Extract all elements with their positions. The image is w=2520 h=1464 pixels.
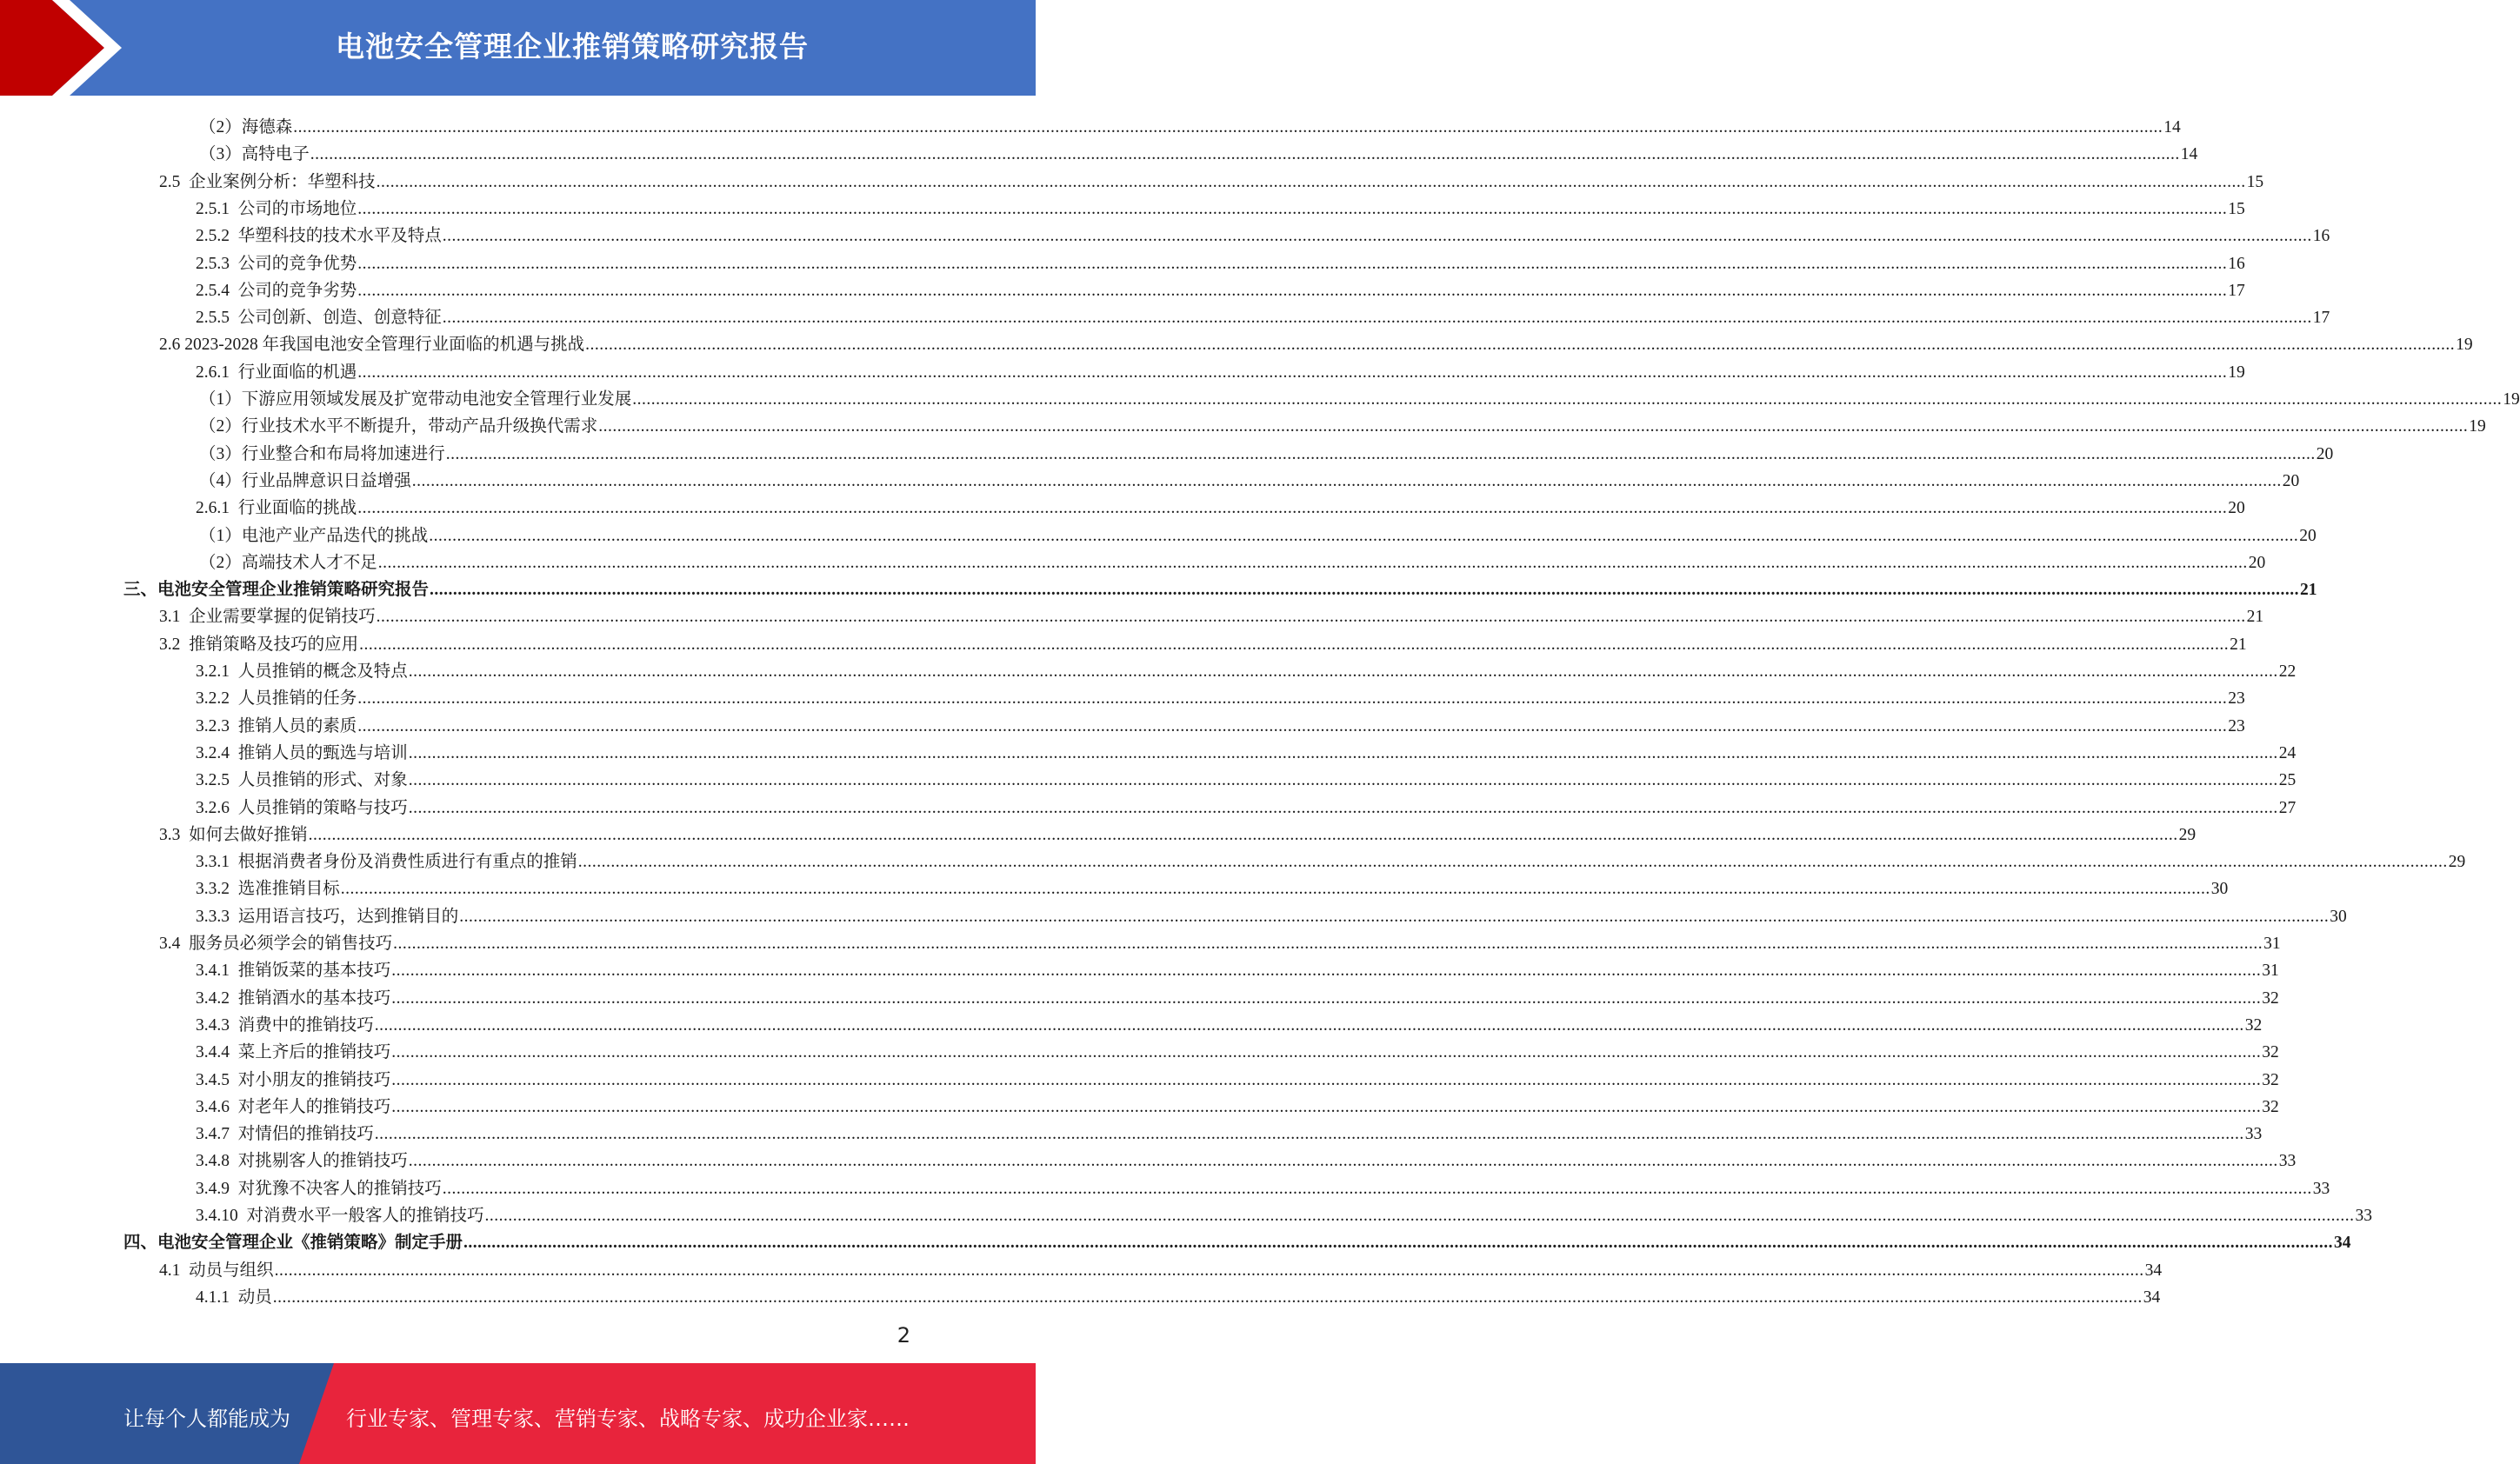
toc-dot-leader: ................................................................................................................................................................................................................................................................................................................................................................................................................: [391, 988, 2262, 1008]
toc-entry-title: 3.4.2 推销酒水的基本技巧: [196, 988, 391, 1008]
toc-entry[interactable]: [196, 1064, 2279, 1091]
toc-entry[interactable]: [123, 1227, 2351, 1254]
toc-dot-leader: ................................................................................................................................................................................................................................................................................................................................................................................................................: [357, 281, 2228, 300]
toc-entry-page: 19: [2228, 363, 2245, 382]
toc-entry-title: 3.2.3 推销人员的素质: [196, 716, 357, 735]
toc-dot-leader: ................................................................................................................................................................................................................................................................................................................................................................................................................: [585, 336, 2456, 355]
toc-entry[interactable]: [199, 383, 2520, 410]
header-arrow-decoration: [0, 0, 139, 96]
toc-entry-title: 3.4.3 消费中的推销技巧: [196, 1015, 374, 1035]
toc-entry[interactable]: [159, 819, 2197, 846]
toc-entry[interactable]: [196, 764, 2297, 791]
toc-entry-page: 32: [2262, 1043, 2279, 1062]
toc-entry[interactable]: [123, 574, 2317, 601]
toc-entry-page: 22: [2278, 662, 2297, 681]
toc-dot-leader: ................................................................................................................................................................................................................................................................................................................................................................................................................: [377, 553, 2248, 572]
toc-entry[interactable]: [196, 901, 2347, 928]
toc-entry-page: 21: [2230, 635, 2247, 654]
toc-entry[interactable]: [196, 1118, 2263, 1145]
toc-entry[interactable]: [196, 1091, 2279, 1118]
toc-entry[interactable]: [196, 248, 2245, 275]
toc-entry[interactable]: [196, 1009, 2263, 1036]
toc-dot-leader: ................................................................................................................................................................................................................................................................................................................................................................................................................: [598, 417, 2469, 436]
toc-entry[interactable]: [196, 1281, 2161, 1308]
toc-entry[interactable]: [196, 682, 2245, 709]
toc-entry-page: 32: [2262, 1070, 2279, 1089]
toc-dot-leader: ................................................................................................................................................................................................................................................................................................................................................................................................................: [393, 935, 2263, 953]
toc-entry[interactable]: [199, 111, 2181, 138]
toc-entry-page: 34: [2144, 1261, 2163, 1280]
header-title: 电池安全管理企业推销策略研究报告: [336, 30, 809, 63]
toc-dot-leader: ................................................................................................................................................................................................................................................................................................................................................................................................................: [442, 309, 2312, 328]
toc-entry-page: 33: [2355, 1207, 2373, 1225]
toc-entry-title: 2.5.3 公司的竞争优势: [196, 254, 357, 273]
toc-dot-leader: ................................................................................................................................................................................................................................................................................................................................................................................................................: [442, 1179, 2312, 1198]
toc-entry-page: 19: [2469, 417, 2486, 436]
toc-entry[interactable]: [196, 1145, 2297, 1172]
toc-entry[interactable]: [196, 356, 2245, 383]
toc-entry-page: 19: [2503, 390, 2520, 409]
toc-entry-page: 15: [2246, 172, 2264, 191]
toc-entry-title: 2.6.1 行业面临的挑战: [196, 499, 357, 518]
toc-entry-page: 23: [2228, 689, 2245, 709]
toc-entry-title: 四、电池安全管理企业《推销策略》制定手册: [123, 1234, 463, 1253]
toc-entry[interactable]: [196, 710, 2245, 737]
toc-entry-page: 31: [2262, 962, 2279, 981]
toc-entry-page: 21: [2300, 581, 2317, 600]
toc-dot-leader: ................................................................................................................................................................................................................................................................................................................................................................................................................: [463, 1234, 2334, 1253]
toc-entry-title: 3.4.7 对情侣的推销技巧: [196, 1125, 374, 1144]
toc-entry-title: 3.2 推销策略及技巧的应用: [159, 635, 359, 654]
toc-entry[interactable]: [199, 520, 2317, 547]
toc-entry[interactable]: [196, 275, 2245, 302]
toc-dot-leader: ................................................................................................................................................................................................................................................................................................................................................................................................................: [391, 1043, 2262, 1062]
toc-entry-title: 4.1.1 动员: [196, 1288, 272, 1307]
toc-dot-leader: ................................................................................................................................................................................................................................................................................................................................................................................................................: [359, 635, 2230, 654]
toc-dot-leader: ................................................................................................................................................................................................................................................................................................................................................................................................................: [408, 662, 2278, 681]
toc-dot-leader: ................................................................................................................................................................................................................................................................................................................................................................................................................: [411, 471, 2282, 490]
toc-entry[interactable]: [196, 873, 2229, 900]
toc-dot-leader: ................................................................................................................................................................................................................................................................................................................................................................................................................: [430, 581, 2300, 600]
toc-entry[interactable]: [196, 655, 2297, 682]
toc-dot-leader: ................................................................................................................................................................................................................................................................................................................................................................................................................: [391, 962, 2262, 981]
toc-entry-title: 3.4.5 对小朋友的推销技巧: [196, 1070, 391, 1089]
toc-dot-leader: ................................................................................................................................................................................................................................................................................................................................................................................................................: [357, 716, 2228, 735]
toc-entry-page: 14: [2163, 118, 2181, 136]
toc-entry[interactable]: [196, 737, 2297, 764]
toc-entry-page: 32: [2262, 1097, 2279, 1116]
toc-entry-title: 4.1 动员与组织: [159, 1261, 274, 1280]
toc-entry[interactable]: [196, 1200, 2373, 1227]
toc-entry-page: 29: [2448, 853, 2466, 872]
footer-slogan-left: 让每个人都能成为: [123, 1407, 290, 1431]
toc-entry-title: 3.3.2 选准推销目标: [196, 880, 340, 899]
toc-entry-page: 19: [2456, 336, 2473, 355]
toc-entry-title: 2.6 2023-2028 年我国电池安全管理行业面临的机遇与挑战: [159, 336, 585, 355]
page-header: [0, 0, 1036, 96]
toc-entry-page: 24: [2278, 743, 2297, 762]
toc-entry[interactable]: [196, 982, 2279, 1009]
toc-entry-title: 2.6.1 行业面临的机遇: [196, 363, 357, 382]
toc-entry-title: 3.2.5 人员推销的形式、对象: [196, 771, 408, 790]
toc-entry-title: 3.2.2 人员推销的任务: [196, 689, 357, 709]
toc-dot-leader: ................................................................................................................................................................................................................................................................................................................................................................................................................: [357, 254, 2228, 273]
toc-entry-page: 32: [2244, 1015, 2263, 1035]
toc-entry-title: 三、电池安全管理企业推销策略研究报告: [123, 581, 430, 600]
toc-dot-leader: ................................................................................................................................................................................................................................................................................................................................................................................................................: [484, 1207, 2355, 1225]
toc-entry[interactable]: [196, 955, 2279, 982]
toc-entry-title: （2）高端技术人才不足: [199, 553, 377, 572]
toc-entry-title: 3.4.4 菜上齐后的推销技巧: [196, 1043, 391, 1062]
toc-entry-page: 20: [2299, 526, 2317, 545]
toc-entry-page: 15: [2228, 199, 2245, 218]
toc-entry[interactable]: [199, 547, 2266, 574]
toc-entry-title: 3.3 如何去做好推销: [159, 825, 308, 844]
toc-entry-page: 20: [2282, 471, 2300, 490]
toc-entry-page: 33: [2312, 1179, 2330, 1198]
toc-dot-leader: ................................................................................................................................................................................................................................................................................................................................................................................................................: [408, 1152, 2278, 1171]
toc-dot-leader: ................................................................................................................................................................................................................................................................................................................................................................................................................: [408, 743, 2278, 762]
toc-dot-leader: ................................................................................................................................................................................................................................................................................................................................................................................................................: [408, 798, 2278, 817]
toc-entry[interactable]: [196, 792, 2297, 819]
toc-entry-title: 2.5 企业案例分析：华塑科技: [159, 172, 376, 191]
toc-entry-title: 2.5.4 公司的竞争劣势: [196, 281, 357, 300]
toc-entry-page: 33: [2278, 1152, 2297, 1171]
toc-entry[interactable]: [159, 166, 2264, 193]
toc-dot-leader: ................................................................................................................................................................................................................................................................................................................................................................................................................: [374, 1015, 2244, 1035]
toc-entry[interactable]: [199, 465, 2300, 492]
footer-slogan-right: 行业专家、管理专家、营销专家、战略专家、成功企业家……: [346, 1407, 910, 1431]
toc-entry[interactable]: [196, 1036, 2279, 1063]
toc-entry-page: 23: [2228, 716, 2245, 735]
toc-entry-page: 30: [2330, 907, 2347, 926]
toc-entry-page: 20: [2316, 444, 2334, 463]
toc-entry[interactable]: [196, 492, 2245, 519]
toc-entry[interactable]: [196, 220, 2330, 247]
toc-entry[interactable]: [159, 629, 2247, 655]
toc-entry-title: 3.1 企业需要掌握的促销技巧: [159, 608, 376, 627]
toc-dot-leader: ................................................................................................................................................................................................................................................................................................................................................................................................................: [357, 689, 2228, 709]
toc-entry-page: 29: [2178, 825, 2197, 844]
toc-entry-title: 3.4.9 对犹豫不决客人的推销技巧: [196, 1179, 442, 1198]
toc-entry-page: 16: [2228, 254, 2245, 273]
toc-entry[interactable]: [159, 928, 2281, 955]
toc-entry-page: 27: [2278, 798, 2297, 817]
toc-entry[interactable]: [196, 1173, 2330, 1200]
toc-entry[interactable]: [159, 1254, 2163, 1281]
toc-entry-page: 16: [2312, 227, 2330, 246]
toc-dot-leader: ................................................................................................................................................................................................................................................................................................................................................................................................................: [376, 172, 2246, 191]
toc-entry[interactable]: [196, 846, 2466, 873]
toc-dot-leader: ................................................................................................................................................................................................................................................................................................................................................................................................................: [442, 227, 2312, 246]
toc-entry[interactable]: [159, 329, 2473, 356]
toc-entry[interactable]: [199, 138, 2198, 165]
toc-entry-title: （1）电池产业产品迭代的挑战: [199, 526, 429, 545]
toc-entry-page: 14: [2180, 145, 2198, 164]
toc-entry-title: 3.4.1 推销饭菜的基本技巧: [196, 962, 391, 981]
toc-entry-page: 20: [2248, 553, 2266, 572]
toc-dot-leader: ................................................................................................................................................................................................................................................................................................................................................................................................................: [357, 199, 2228, 218]
toc-entry-title: 3.4.8 对挑剔客人的推销技巧: [196, 1152, 408, 1171]
toc-entry-page: 17: [2312, 309, 2330, 328]
toc-dot-leader: ................................................................................................................................................................................................................................................................................................................................................................................................................: [310, 145, 2180, 164]
toc-entry-page: 20: [2228, 499, 2245, 518]
toc-entry-page: 34: [2334, 1234, 2351, 1253]
toc-entry-page: 25: [2278, 771, 2297, 790]
toc-entry-page: 17: [2228, 281, 2245, 300]
toc-dot-leader: ................................................................................................................................................................................................................................................................................................................................................................................................................: [340, 880, 2210, 899]
toc-entry-title: 3.3.3 运用语言技巧，达到推销目的: [196, 907, 459, 926]
toc-entry[interactable]: [196, 302, 2330, 329]
toc-dot-leader: ................................................................................................................................................................................................................................................................................................................................................................................................................: [376, 608, 2246, 627]
toc-dot-leader: ................................................................................................................................................................................................................................................................................................................................................................................................................: [357, 363, 2228, 382]
toc-entry-title: 3.3.1 根据消费者身份及消费性质进行有重点的推销: [196, 853, 577, 872]
toc-dot-leader: ................................................................................................................................................................................................................................................................................................................................................................................................................: [445, 444, 2316, 463]
toc-entry-title: 2.5.2 华塑科技的技术水平及特点: [196, 227, 442, 246]
toc-dot-leader: ................................................................................................................................................................................................................................................................................................................................................................................................................: [408, 771, 2278, 790]
toc-dot-leader: ................................................................................................................................................................................................................................................................................................................................................................................................................: [459, 907, 2330, 926]
toc-dot-leader: ................................................................................................................................................................................................................................................................................................................................................................................................................: [632, 390, 2503, 409]
toc-entry-title: 3.2.6 人员推销的策略与技巧: [196, 798, 408, 817]
toc-entry[interactable]: [159, 601, 2264, 628]
toc-entry-title: （4）行业品牌意识日益增强: [199, 471, 411, 490]
toc-dot-leader: ................................................................................................................................................................................................................................................................................................................................................................................................................: [272, 1288, 2143, 1307]
toc-dot-leader: ................................................................................................................................................................................................................................................................................................................................................................................................................: [391, 1097, 2262, 1116]
toc-entry-title: 3.4.10 对消费水平一般客人的推销技巧: [196, 1207, 484, 1225]
toc-dot-leader: ................................................................................................................................................................................................................................................................................................................................................................................................................: [577, 853, 2448, 872]
toc-entry-title: （3）行业整合和布局将加速进行: [199, 444, 445, 463]
toc-dot-leader: ................................................................................................................................................................................................................................................................................................................................................................................................................: [274, 1261, 2144, 1280]
toc-entry-page: 31: [2263, 935, 2281, 953]
toc-entry-title: 3.4.6 对老年人的推销技巧: [196, 1097, 391, 1116]
toc-dot-leader: ................................................................................................................................................................................................................................................................................................................................................................................................................: [308, 825, 2178, 844]
toc-entry-page: 30: [2210, 880, 2229, 899]
toc-entry-title: 3.2.4 推销人员的甄选与培训: [196, 743, 408, 762]
toc-entry-title: 3.2.1 人员推销的概念及特点: [196, 662, 408, 681]
page-footer: [0, 1363, 1036, 1464]
toc-entry-title: 3.4 服务员必须学会的销售技巧: [159, 935, 393, 953]
toc-entry-title: 2.5.5 公司创新、创造、创意特征: [196, 309, 442, 328]
toc-entry-title: （3）高特电子: [199, 145, 310, 164]
toc-entry-title: 2.5.1 公司的市场地位: [196, 199, 357, 218]
toc-entry[interactable]: [199, 410, 2486, 437]
toc-dot-leader: ................................................................................................................................................................................................................................................................................................................................................................................................................: [357, 499, 2228, 518]
toc-entry-title: （2）行业技术水平不断提升，带动产品升级换代需求: [199, 417, 598, 436]
toc-dot-leader: ................................................................................................................................................................................................................................................................................................................................................................................................................: [374, 1125, 2244, 1144]
toc-entry-page: 21: [2246, 608, 2264, 627]
toc-entry[interactable]: [199, 438, 2334, 465]
toc-entry-page: 34: [2143, 1288, 2161, 1307]
toc-dot-leader: ................................................................................................................................................................................................................................................................................................................................................................................................................: [429, 526, 2299, 545]
toc-dot-leader: ................................................................................................................................................................................................................................................................................................................................................................................................................: [293, 118, 2163, 136]
page-number: 2: [897, 1323, 910, 1348]
toc-entry[interactable]: [196, 193, 2245, 220]
toc-entry-title: （1）下游应用领域发展及扩宽带动电池安全管理行业发展: [199, 390, 632, 409]
toc-dot-leader: ................................................................................................................................................................................................................................................................................................................................................................................................................: [391, 1070, 2262, 1089]
toc-entry-page: 32: [2262, 988, 2279, 1008]
toc-entry-page: 33: [2244, 1125, 2263, 1144]
toc-entry-title: （2）海德森: [199, 118, 293, 136]
